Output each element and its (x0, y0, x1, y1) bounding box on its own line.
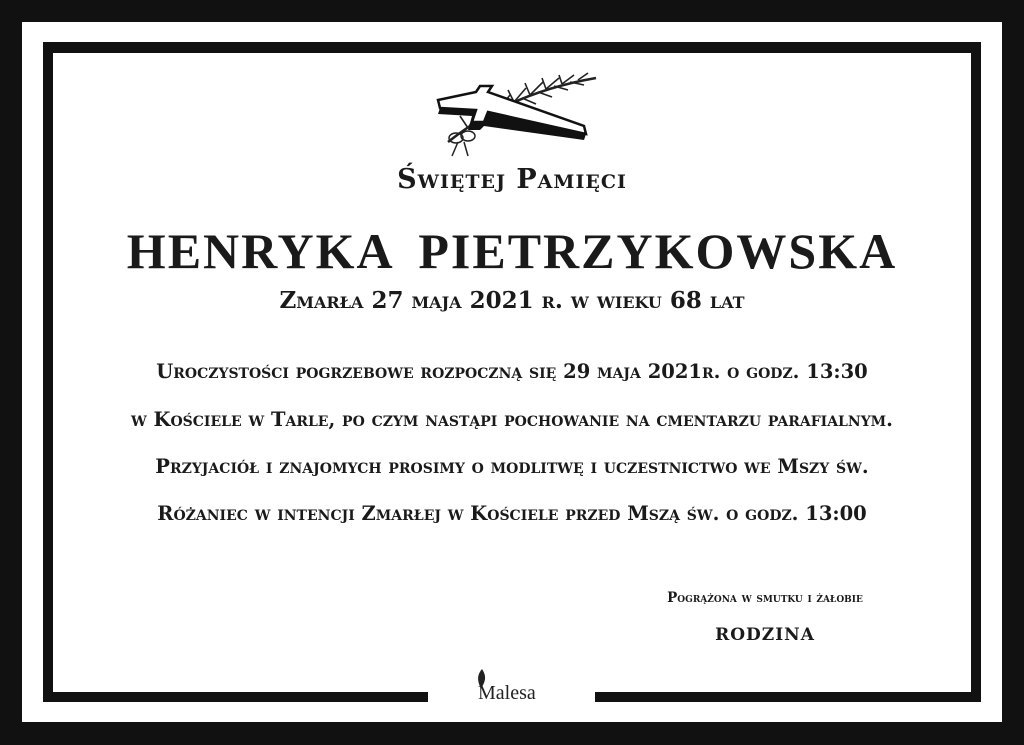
rosary-info-line: Różaniec w intencji Zmarłej w Kościele przed Mszą św. o godz. 13:00 (157, 502, 867, 525)
family-signature: RODZINA (715, 625, 815, 645)
frame-bottom-left (43, 692, 428, 702)
header-title: Świętej Pamięci (397, 164, 627, 195)
logo-text: Malesa (478, 682, 536, 704)
deceased-name: HENRYKA PIETRZYKOWSKA (126, 223, 898, 279)
mourners-line: Pogrążona w smutku i żałobie (667, 590, 863, 606)
funeral-home-logo (458, 668, 568, 708)
frame-bottom-right (595, 692, 981, 702)
death-date-line: Zmarła 27 maja 2021 r. w wieku 68 lat (279, 287, 745, 314)
burial-info-line: w Kościele w Tarle, po czym nastąpi pochowanie na cmentarzu parafialnym. (131, 408, 893, 431)
cross-with-palm-icon (428, 70, 603, 160)
invitation-line: Przyjaciół i znajomych prosimy o modlitwę i uczestnictwo we Mszy św. (155, 455, 869, 478)
funeral-info-line: Uroczystości pogrzebowe rozpoczną się 29 maja 2021r. o godz. 13:30 (156, 360, 868, 383)
